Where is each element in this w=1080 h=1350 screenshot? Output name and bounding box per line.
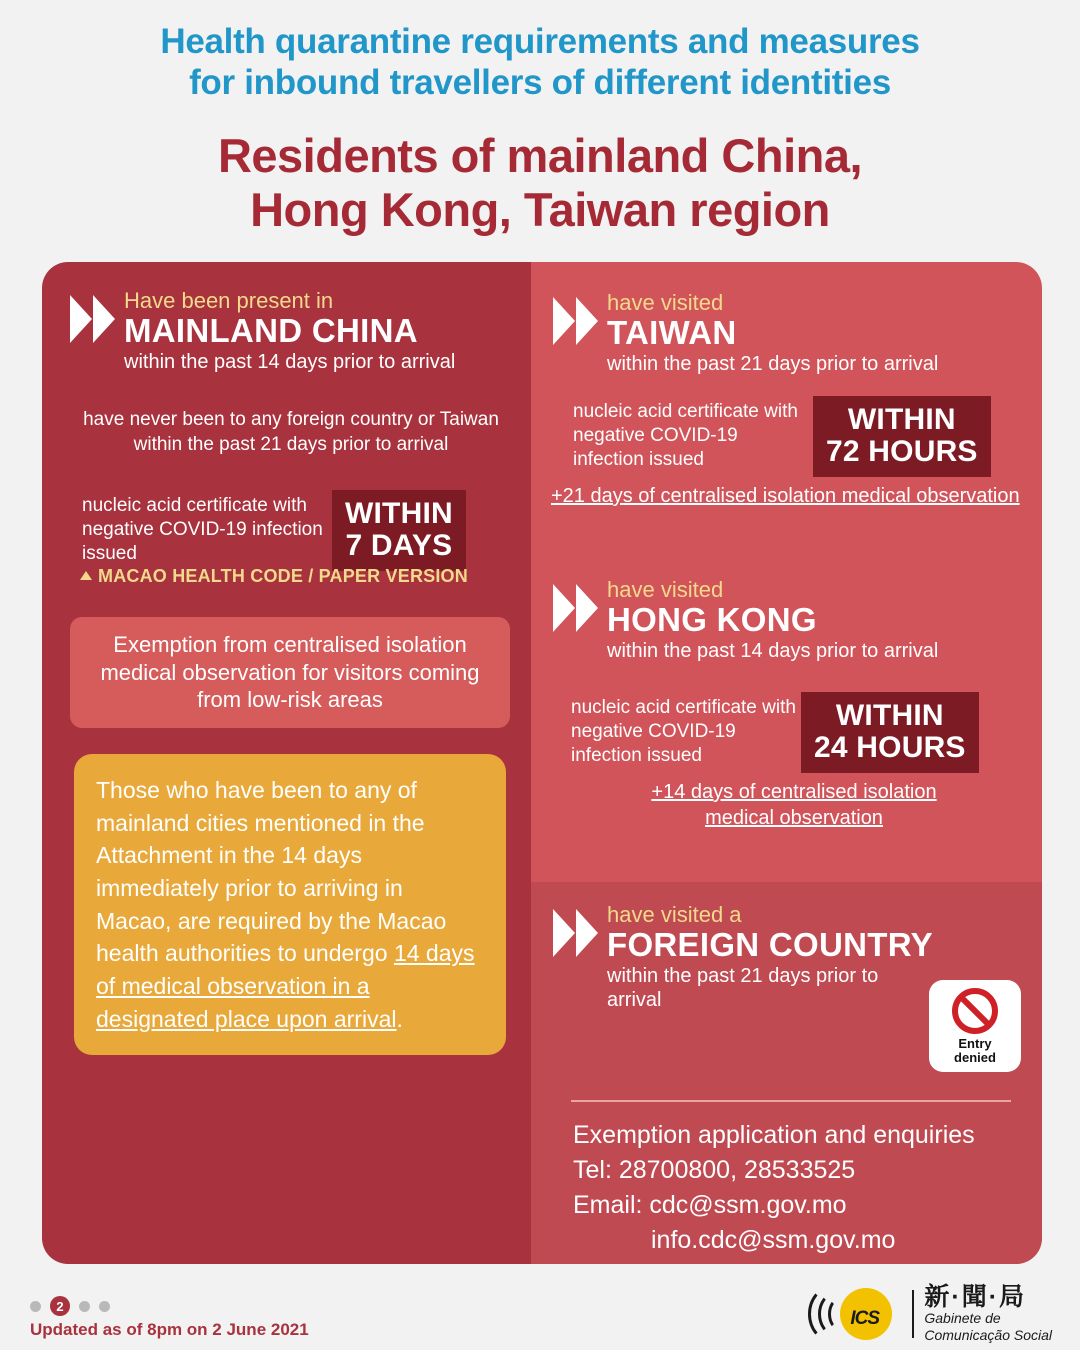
hongkong-certificate-row: [571, 692, 1041, 773]
mainland-badge-line1: WITHIN: [345, 497, 453, 530]
taiwan-certificate-badge: [813, 396, 991, 477]
chevron-right-icon: [553, 290, 607, 352]
chevron-right-icon: [70, 288, 124, 350]
hongkong-pre-label: have visited: [607, 577, 724, 602]
page-dot-1[interactable]: [30, 1301, 41, 1312]
logo-portuguese-line2: Comunicação Social: [924, 1326, 1052, 1343]
attachment-box: [74, 754, 506, 1055]
entry-denied-line1: Entry: [958, 1035, 992, 1051]
page-title-line1: Health quarantine requirements and measures: [160, 22, 920, 61]
page-title-line2: for inbound travellers of different identities: [189, 62, 891, 102]
contact-block: [573, 1118, 1033, 1258]
foreign-pre-label: have visited a: [607, 902, 742, 927]
hongkong-certificate-badge: [801, 692, 979, 773]
taiwan-main-label: TAIWAN: [607, 314, 737, 352]
page-dot-2-active[interactable]: 2: [50, 1296, 70, 1316]
mainland-post-label: within the past 14 days prior to arrival: [124, 350, 456, 373]
hongkong-post-label: within the past 14 days prior to arrival: [607, 639, 939, 662]
contact-heading: Exemption application and enquiries: [573, 1121, 975, 1149]
logo-ics-text: ICS: [850, 1307, 880, 1329]
mainland-certificate-badge: [332, 490, 466, 571]
ics-logo-mark-icon: [806, 1286, 902, 1342]
page-indicator[interactable]: [30, 1296, 110, 1316]
attachment-text-underlined: 14 days of medical observation in a designated place upon arrival: [96, 940, 475, 1032]
updated-timestamp: Updated as of 8pm on 2 June 2021: [30, 1320, 309, 1339]
attachment-text-part1: Those who have been to any of mainland cities mentioned in the Attachment in the 14 days immediately prior to arriving in Macao, are required by the Macao health authorities to undergo: [96, 777, 447, 967]
mainland-badge-line2: 7 DAYS: [345, 528, 453, 562]
taiwan-badge-line1: WITHIN: [847, 403, 956, 436]
mainland-main-label: MAINLAND CHINA: [124, 312, 418, 350]
logo-chinese-name: 新·聞·局: [924, 1283, 1027, 1311]
foreign-main-label: FOREIGN COUNTRY: [607, 926, 933, 964]
taiwan-isolation-note: +21 days of centralised isolation medical observation: [551, 485, 1020, 507]
contact-email-2: info.cdc@ssm.gov.mo: [651, 1226, 896, 1254]
hongkong-badge-line1: WITHIN: [835, 699, 944, 732]
page-dot-3[interactable]: [79, 1301, 90, 1312]
other-regions-column: [531, 262, 1042, 1264]
taiwan-post-label: within the past 21 days prior to arrival: [607, 352, 939, 375]
attachment-text-part2: .: [396, 1005, 403, 1032]
page-dot-4[interactable]: [99, 1301, 110, 1312]
contact-divider: [571, 1100, 1011, 1102]
mainland-certificate-text: nucleic acid certificate with negative COVID-19 infection issued: [82, 494, 323, 565]
no-entry-icon: [952, 988, 998, 1034]
content-card: [42, 262, 1042, 1264]
taiwan-pre-label: have visited: [607, 290, 724, 315]
logo-wordmark: [924, 1284, 1052, 1343]
chevron-right-icon: [553, 577, 607, 639]
page-title: [0, 22, 1080, 103]
taiwan-certificate-text: nucleic acid certificate with negative COVID-19 infection issued: [573, 400, 798, 471]
logo-portuguese-line1: Gabinete de: [924, 1310, 1001, 1327]
page-subtitle-line2: Hong Kong, Taiwan region: [250, 182, 830, 236]
exemption-box: Exemption from centralised isolation medical observation for visitors coming from low-risk areas: [70, 617, 510, 728]
page-header: [0, 0, 1080, 236]
taiwan-certificate-row: [573, 396, 1033, 477]
taiwan-heading: [553, 290, 1023, 376]
logo-divider: [912, 1290, 914, 1338]
hongkong-certificate-text: nucleic acid certificate with negative COVID-19 infection issued: [571, 696, 796, 767]
contact-tel: Tel: 28700800, 28533525: [573, 1156, 856, 1184]
hongkong-isolation-note-line1: +14 days of centralised isolation: [651, 781, 937, 803]
macao-health-code-note: [80, 566, 520, 587]
triangle-bullet-icon: [80, 571, 92, 580]
contact-email-1: Email: cdc@ssm.gov.mo: [573, 1191, 847, 1219]
ics-logo: [806, 1284, 1052, 1343]
mainland-pre-label: Have been present in: [124, 288, 334, 313]
hongkong-badge-line2: 24 HOURS: [814, 730, 966, 764]
hongkong-main-label: HONG KONG: [607, 601, 817, 639]
mainland-china-column: [42, 262, 531, 1264]
entry-denied-line2: denied: [954, 1049, 996, 1065]
chevron-right-icon: [553, 902, 607, 964]
hongkong-isolation-note-line2: medical observation: [705, 806, 883, 829]
page-subtitle-line1: Residents of mainland China,: [217, 129, 863, 183]
foreign-post-label: within the past 21 days prior to arrival: [607, 964, 879, 1011]
macao-health-code-text: MACAO HEALTH CODE / PAPER VERSION: [98, 566, 468, 586]
hongkong-heading: [553, 577, 1023, 663]
mainland-never-note: have never been to any foreign country or Taiwan within the past 21 days prior to arrival: [83, 409, 499, 455]
mainland-china-heading: [70, 288, 510, 374]
mainland-certificate-row: [82, 490, 502, 571]
taiwan-badge-line2: 72 HOURS: [826, 434, 978, 468]
hongkong-isolation-note: [579, 780, 1009, 831]
entry-denied-text: [954, 1037, 996, 1064]
entry-denied-badge: [929, 980, 1021, 1072]
page-subtitle: [0, 129, 1080, 236]
